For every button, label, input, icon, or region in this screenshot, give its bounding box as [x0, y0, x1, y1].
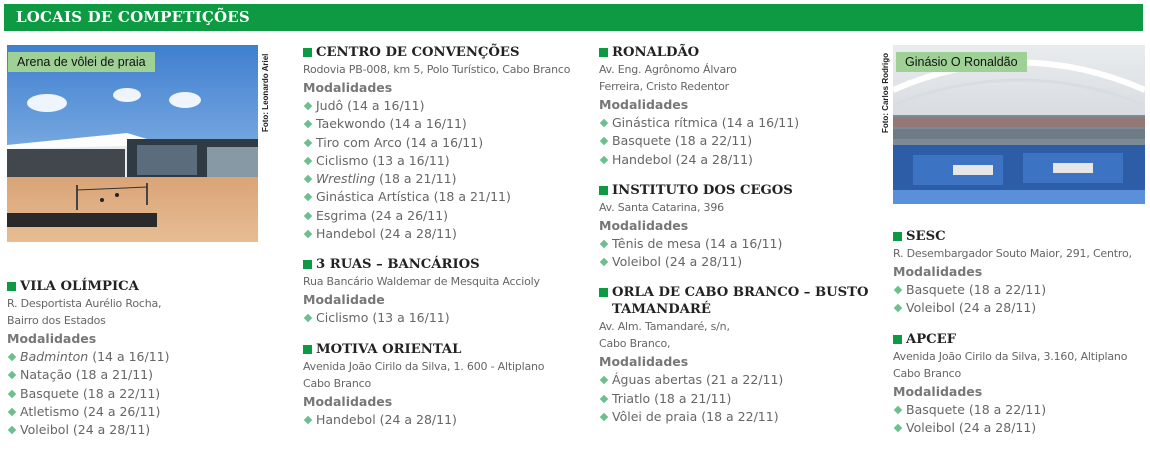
modalidades-heading: Modalidades [599, 354, 689, 370]
diamond-bullet-icon [8, 426, 16, 434]
list-item: Taekwondo (14 a 16/11) [303, 115, 588, 133]
venue-address: Av. Eng. Agrônomo Álvaro [599, 63, 737, 76]
photo-caption-ginasio: Ginásio O Ronaldão [896, 52, 1027, 72]
venue-address: R. Desportista Aurélio Rocha, [7, 297, 162, 310]
venue-centro-convencoes [303, 44, 588, 243]
venue-address: Bairro dos Estados [7, 314, 106, 327]
diamond-bullet-icon [304, 212, 312, 220]
modalidades-heading: Modalidades [893, 264, 983, 279]
list-item [7, 348, 262, 366]
venue-motiva-oriental [303, 341, 588, 429]
modalidades-heading: Modalidade [303, 292, 385, 308]
green-square-icon [303, 345, 312, 354]
diamond-bullet-icon [304, 157, 312, 165]
venue-name: SESC [906, 229, 946, 244]
diamond-bullet-icon [304, 102, 312, 110]
diamond-bullet-icon [8, 353, 16, 361]
sport-dates: (14 a 16/11) [88, 349, 170, 364]
list-item: Ginástica Artística (18 a 21/11) [303, 188, 588, 206]
photo-credit-arena: Foto: Leonardo Ariel [261, 53, 270, 132]
diamond-bullet-icon [894, 405, 902, 413]
venue-instituto-dos-cegos [599, 182, 884, 272]
modalidades-heading: Modalidades [599, 217, 689, 233]
venue-ronaldao [599, 44, 884, 169]
list-item: Águas abertas (21 a 22/11) [599, 371, 884, 389]
list-item: Ginástica rítmica (14 a 16/11) [599, 114, 884, 132]
list-item: Ciclismo (13 a 16/11) [303, 152, 588, 170]
venue-address: Avenida João Cirilo da Silva, 1. 600 - Altiplano [303, 359, 545, 373]
venue-name: 3 RUAS – BANCÁRIOS [316, 257, 480, 273]
list-item: Esgrima (24 a 26/11) [303, 207, 588, 225]
diamond-bullet-icon [600, 413, 608, 421]
modalidades-heading: Modalidades [303, 80, 393, 95]
list-item: Atletismo (24 a 26/11) [7, 403, 262, 421]
diamond-bullet-icon [600, 258, 608, 266]
venue-address: Cabo Branco [893, 366, 961, 380]
diamond-bullet-icon [600, 119, 608, 127]
venue-address: Rodovia PB-008, km 5, Polo Turístico, Cabo Branco [303, 63, 571, 76]
venue-address: Cabo Branco, [599, 337, 671, 351]
modalidades-heading: Modalidades [303, 393, 393, 409]
diamond-bullet-icon [894, 304, 902, 312]
list-item: Handebol (24 a 28/11) [303, 225, 588, 243]
diamond-bullet-icon [304, 138, 312, 146]
list-item: Judô (14 a 16/11) [303, 97, 588, 115]
list-item: Voleibol (24 a 28/11) [893, 419, 1148, 437]
venue-name: MOTIVA ORIENTAL [316, 341, 462, 357]
modalidades-heading: Modalidades [893, 383, 983, 399]
venue-name: VILA OLÍMPICA [20, 279, 139, 294]
diamond-bullet-icon [600, 395, 608, 403]
green-square-icon [893, 232, 902, 241]
venue-sesc [893, 228, 1148, 318]
modalidades-heading: Modalidades [599, 97, 689, 112]
venue-orla-cabo-branco [599, 284, 884, 426]
green-square-icon [599, 288, 608, 297]
list-item: Ciclismo (13 a 16/11) [303, 309, 588, 327]
diamond-bullet-icon [8, 371, 16, 379]
list-item: Basquete (18 a 22/11) [893, 281, 1148, 299]
diamond-bullet-icon [304, 314, 312, 322]
venue-address: R. Desembargador Souto Maior, 291, Centro, [893, 247, 1132, 260]
diamond-bullet-icon [600, 155, 608, 163]
list-item: Basquete (18 a 22/11) [893, 401, 1148, 419]
venue-name: CENTRO DE CONVENÇÕES [316, 45, 520, 60]
photo-caption-arena: Arena de vôlei de praia [8, 52, 155, 72]
venue-apcef [893, 331, 1148, 438]
venue-address: Av. Santa Catarina, 396 [599, 200, 724, 214]
green-square-icon [303, 260, 312, 269]
venue-address: Cabo Branco [303, 376, 371, 390]
venue-vila-olimpica [7, 278, 262, 439]
green-square-icon [599, 48, 608, 57]
sport-name: Wrestling [316, 171, 376, 187]
venue-address: Rua Bancário Waldemar de Mesquita Accioly [303, 275, 540, 289]
diamond-bullet-icon [304, 175, 312, 183]
diamond-bullet-icon [600, 240, 608, 248]
sport-dates: (18 a 21/11) [375, 171, 457, 187]
diamond-bullet-icon [304, 120, 312, 128]
list-item: Basquete (18 a 22/11) [7, 385, 262, 403]
green-square-icon [303, 48, 312, 57]
list-item: Voleibol (24 a 28/11) [599, 253, 884, 271]
list-item: Tênis de mesa (14 a 16/11) [599, 235, 884, 253]
venue-address: Av. Alm. Tamandaré, s/n, [599, 320, 730, 334]
list-item: Handebol (24 a 28/11) [303, 411, 588, 429]
venue-name: ORLA DE CABO BRANCO – BUSTO TAMANDARÉ [612, 285, 869, 318]
venue-3-ruas-bancarios [303, 256, 588, 327]
section-title: LOCAIS DE COMPETIÇÕES [16, 8, 250, 26]
diamond-bullet-icon [894, 286, 902, 294]
beach-volleyball-photo [7, 45, 258, 242]
photo-credit-ginasio: Foto: Carlos Rodrigo [881, 53, 890, 133]
venue-name: INSTITUTO DOS CEGOS [612, 182, 793, 198]
list-item: Vôlei de praia (18 a 22/11) [599, 408, 884, 426]
list-item: Voleibol (24 a 28/11) [7, 421, 262, 439]
diamond-bullet-icon [8, 408, 16, 416]
venue-name: RONALDÃO [612, 45, 700, 60]
modalidades-heading: Modalidades [7, 331, 97, 346]
diamond-bullet-icon [600, 137, 608, 145]
section-banner [4, 4, 1143, 31]
green-square-icon [599, 186, 608, 195]
venue-address: Ferreira, Cristo Redentor [599, 80, 729, 93]
diamond-bullet-icon [600, 376, 608, 384]
diamond-bullet-icon [8, 389, 16, 397]
list-item: Tiro com Arco (14 a 16/11) [303, 134, 588, 152]
list-item: Natação (18 a 21/11) [7, 366, 262, 384]
list-item: Handebol (24 a 28/11) [599, 151, 884, 169]
diamond-bullet-icon [894, 424, 902, 432]
venue-address: Avenida João Cirilo da Silva, 3.160, Altiplano [893, 349, 1128, 363]
venue-name: APCEF [906, 331, 957, 347]
green-square-icon [7, 282, 16, 291]
list-item: Triatlo (18 a 21/11) [599, 390, 884, 408]
list-item: Voleibol (24 a 28/11) [893, 299, 1148, 317]
list-item: Basquete (18 a 22/11) [599, 132, 884, 150]
diamond-bullet-icon [304, 230, 312, 238]
sport-name: Badminton [20, 349, 89, 364]
diamond-bullet-icon [304, 415, 312, 423]
green-square-icon [893, 335, 902, 344]
list-item [303, 170, 588, 188]
diamond-bullet-icon [304, 193, 312, 201]
